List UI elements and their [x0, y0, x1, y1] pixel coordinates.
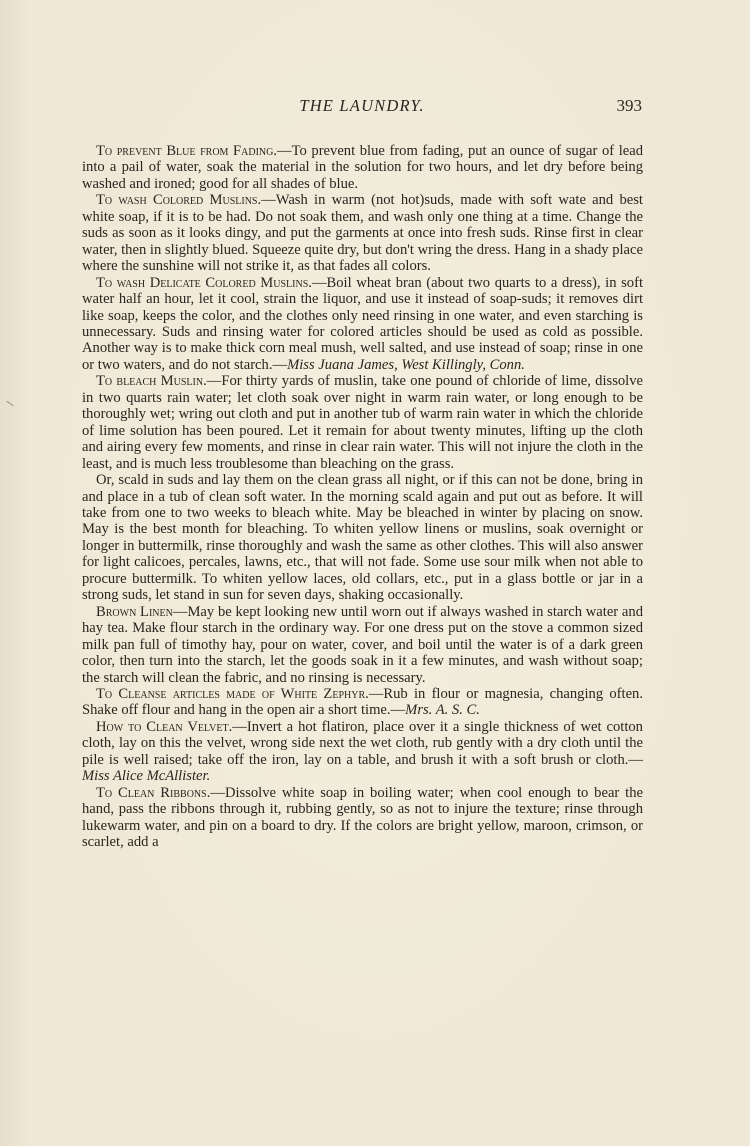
paragraph-bleach-muslin: [82, 373, 643, 472]
paragraph-attribution: Miss Alice McAllister.: [82, 768, 211, 785]
paragraph-body: —For thirty yards of muslin, take one pound of chloride of lime, dissolve in two quarts rain water; let cloth soak over night in warm rain water, or long enough to be thoroughly wet; wring out cloth and put in another tub of warm rain water in which the chloride of lime solution has been poured. Let it remain for about twenty minutes, lifting up the cloth and airing every few moments, and rinse in clear rain water. This will not injure the cloth in the least, and is much less troublesome than bleaching on the grass.: [82, 373, 643, 472]
paragraph-body: —Wash in warm (not hot)suds, made with soft wate and best white soap, if it is to be had. Do not soak them, and wash only one thing at a time. Change the suds as soon as it looks dingy, and put the garments at once into fresh suds. Rinse first in clear water, then in slightly blued. Squeeze quite dry, but don't wring the dress. Hang in a shady place where the sunshine will not strike it, as that fades all colors.: [82, 192, 643, 275]
paragraph-body: —Rub in flour or magnesia, changing often. Shake off flour and hang in the open air a short time.—: [82, 685, 644, 719]
paragraph-heading: To prevent Blue from Fading.: [96, 143, 278, 159]
paragraph-wash-colored-muslins: [82, 192, 643, 274]
page-header: [82, 96, 642, 120]
paragraph-heading: To Cleanse articles made of White Zephyr.: [96, 685, 369, 702]
page-number: 393: [616, 96, 642, 115]
paragraph-body: Or, scald in suds and lay them on the clean grass all night, or if this can not be done, bring in and place in a tub of clean soft water. In the morning scald again and put out as before. It will take from one to two weeks to bleach white. May be bleached in winter by placing on snow. May is the best month for bleaching. To whiten yellow linens or muslins, soak overnight or longer in buttermilk, rinse thoroughly and wash the same as other clothes. This will also answer for light calicoes, percales, lawns, etc., that will not fade. Some use sour milk when not able to procure buttermilk. To whiten yellow laces, old collars, etc., put in a glass bottle or jar in a strong suds, let stand in sun for seven days, shaking occasionally.: [82, 472, 643, 604]
paragraph-wash-delicate-muslins: [82, 275, 643, 374]
paragraph-attribution: Mrs. A. S. C.: [405, 702, 480, 719]
paragraph-attribution: Miss Juana James, West Killingly, Conn.: [287, 356, 525, 373]
paragraph-clean-ribbons: [82, 785, 643, 851]
paragraph-body: —Invert a hot flatiron, place over it a single thickness of wet cotton cloth, lay on this the velvet, wrong side next the wet cloth, rub gently with a dry cloth until the pile is well raised; take off the iron, lay on a table, and brush it with a soft brush or cloth.—: [82, 718, 643, 768]
paragraph-clean-velvet: [82, 719, 643, 785]
running-head: THE LAUNDRY.: [299, 96, 425, 115]
body-text: [82, 143, 643, 850]
paragraph-prevent-blue-fading: [82, 143, 643, 192]
paragraph-cleanse-white-zephyr: [82, 686, 643, 719]
paragraph-heading: To bleach Muslin.: [96, 373, 207, 390]
paragraph-heading: Brown Linen: [96, 603, 173, 620]
paragraph-body: —Dissolve white soap in boiling water; when cool enough to bear the hand, pass the ribbons through it, rubbing gently, so as not to injure the texture; rinse through lukewarm water, and pin on a board to dry. If the colors are bright yellow, maroon, crimson, or scarlet, add a: [82, 784, 643, 851]
paragraph-heading: To wash Colored Muslins.: [96, 192, 262, 209]
paragraph-body: —May be kept looking new until worn out if always washed in starch water and hay tea. Make flour starch in the ordinary way. For one dress put on the stove a common sized milk pan full of timothy hay, pour on water, cover, and boil until the water is of a dark green color, then turn into the starch, let the goods soak in it a few minutes, and wash without soap; the starch will clean the fabric, and no rinsing is necessary.: [82, 603, 644, 686]
paragraph-body: —To prevent blue from fading, put an ounce of sugar of lead into a pail of water, soak the material in the solution for two hours, and let dry before being washed and ironed; good for all shades of blue.: [82, 143, 643, 192]
paragraph-scald-in-suds: [82, 472, 643, 604]
margin-mark: [6, 401, 13, 406]
paragraph-brown-linen: [82, 604, 643, 686]
paragraph-heading: How to Clean Velvet.: [96, 718, 233, 735]
paragraph-body: —Boil wheat bran (about two quarts to a dress), in soft water half an hour, let it cool, strain the liquor, and use it instead of soap-suds; it removes dirt like soap, keeps the color, and the clothes only need rinsing in one water, and even starching is unnecessary. Suds and rinsing water for colored articles should be used as cold as possible. Another way is to make thick corn meal mush, well salted, and use instead of soap; rinse in one or two waters, and do not starch.—: [82, 274, 643, 373]
paragraph-heading: To Clean Ribbons.: [96, 784, 211, 801]
paragraph-heading: To wash Delicate Colored Muslins.: [96, 274, 312, 291]
